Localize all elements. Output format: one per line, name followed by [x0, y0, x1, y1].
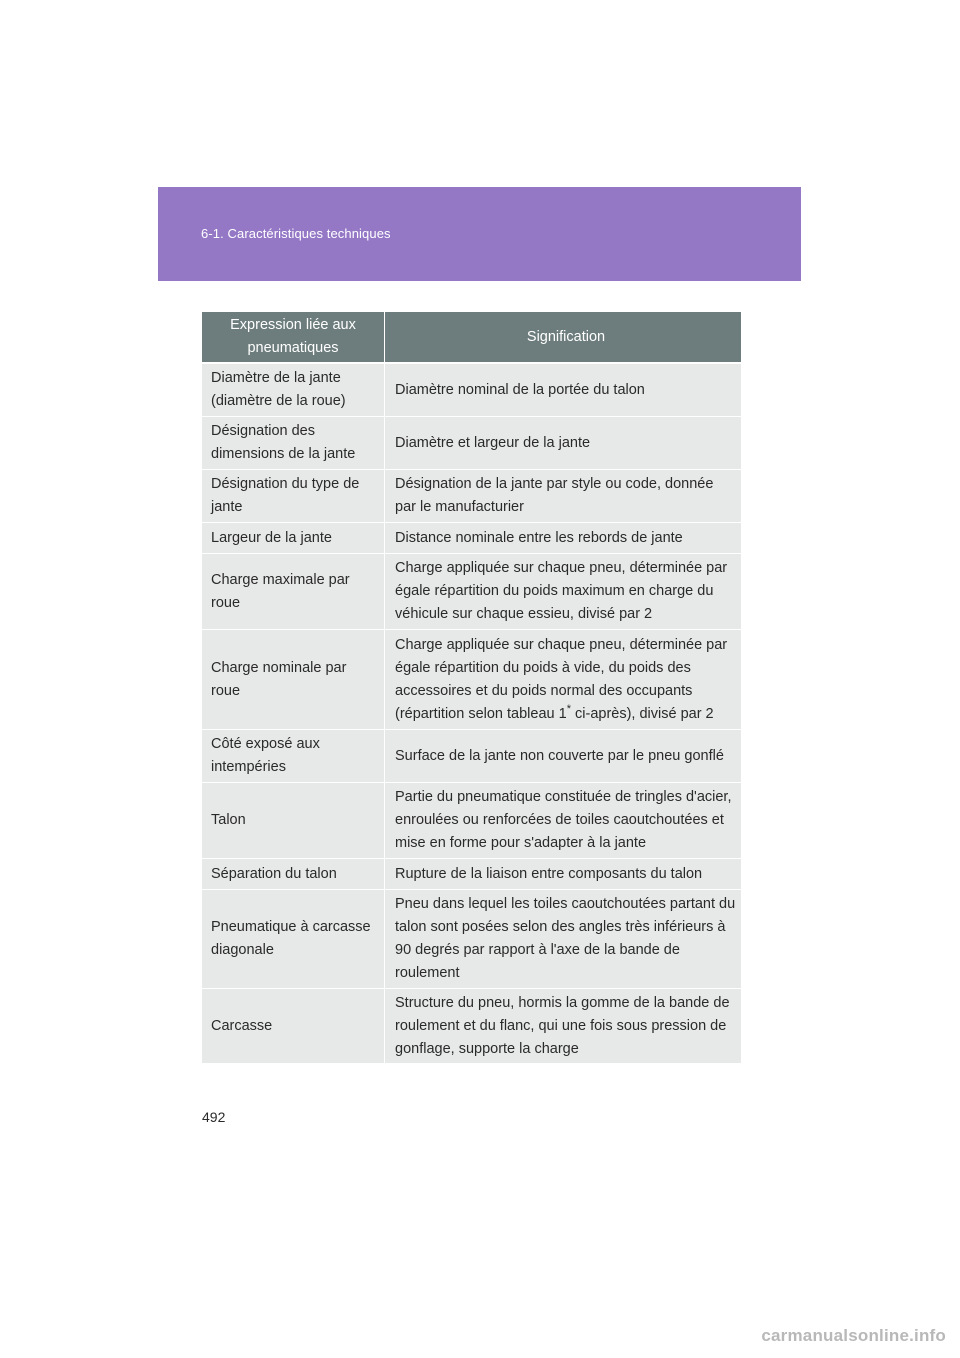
table-row: [202, 730, 741, 783]
chapter-header-band: [158, 187, 801, 281]
table-row: [202, 364, 741, 417]
term-cell: Charge maximale par roue: [202, 554, 385, 629]
meaning-text-tail: ci-après), divisé par 2: [570, 705, 714, 722]
table-header-row: [202, 312, 741, 364]
section-title: 6-1. Caractéristiques techniques: [201, 226, 391, 241]
table-row: [202, 470, 741, 523]
term-cell: Séparation du talon: [202, 859, 385, 889]
meaning-cell: Surface de la jante non couverte par le pneu gonflé: [395, 747, 724, 764]
meaning-cell: Désignation de la jante par style ou code, donnée par le manufacturier: [395, 476, 714, 515]
column-header-term: Expression liée aux pneumatiques: [202, 312, 385, 362]
meaning-cell: Structure du pneu, hormis la gomme de la bande de roulement et du flanc, qui une fois sous pression de gonflage, supporte la charge: [395, 994, 730, 1057]
meaning-cell: Distance nominale entre les rebords de jante: [395, 529, 683, 546]
tire-terminology-table: [202, 312, 741, 1064]
term-cell: Carcasse: [202, 989, 385, 1063]
term-cell: Talon: [202, 783, 385, 858]
watermark: carmanualsonline.info: [761, 1326, 946, 1345]
table-row: [202, 554, 741, 630]
meaning-cell: Diamètre nominal de la portée du talon: [395, 381, 645, 398]
page-number: 492: [202, 1109, 226, 1125]
term-cell: Désignation du type de jante: [202, 470, 385, 522]
term-cell: Pneumatique à carcasse diagonale: [202, 890, 385, 988]
table-row: [202, 783, 741, 859]
meaning-cell: Diamètre et largeur de la jante: [395, 434, 591, 451]
meaning-cell: Pneu dans lequel les toiles caoutchoutées partant du talon sont posées selon des angles très inférieurs à 90 degrés par rapport à l'axe de la bande de roulement: [395, 896, 736, 981]
term-cell: Diamètre de la jante (diamètre de la roue): [202, 364, 385, 416]
table-row: [202, 859, 741, 890]
term-cell: Largeur de la jante: [202, 523, 385, 553]
meaning-cell: [385, 630, 741, 729]
term-cell: Désignation des dimensions de la jante: [202, 417, 385, 469]
footnote-asterisk: *: [566, 702, 571, 715]
term-cell: Côté exposé aux intempéries: [202, 730, 385, 782]
table-row: [202, 890, 741, 989]
meaning-cell: Rupture de la liaison entre composants du talon: [395, 865, 703, 882]
table-row: [202, 417, 741, 470]
meaning-cell: Charge appliquée sur chaque pneu, déterminée par égale répartition du poids maximum en charge du véhicule sur chaque essieu, divisé par 2: [395, 560, 728, 622]
table-row: [202, 523, 741, 554]
meaning-cell: Partie du pneumatique constituée de tringles d'acier, enroulées ou renforcées de toiles caoutchoutées et mise en forme pour s'adapter à la jante: [395, 789, 732, 851]
table-row: [202, 989, 741, 1064]
term-cell: Charge nominale par roue: [202, 630, 385, 729]
table-row: [202, 630, 741, 730]
meaning-text: Charge appliquée sur chaque pneu, déterminée par égale répartition du poids à vide, du poids des accessoires et du poids normal des occupants (répartition selon tableau 1: [395, 636, 728, 722]
column-header-meaning: Signification: [526, 328, 606, 345]
